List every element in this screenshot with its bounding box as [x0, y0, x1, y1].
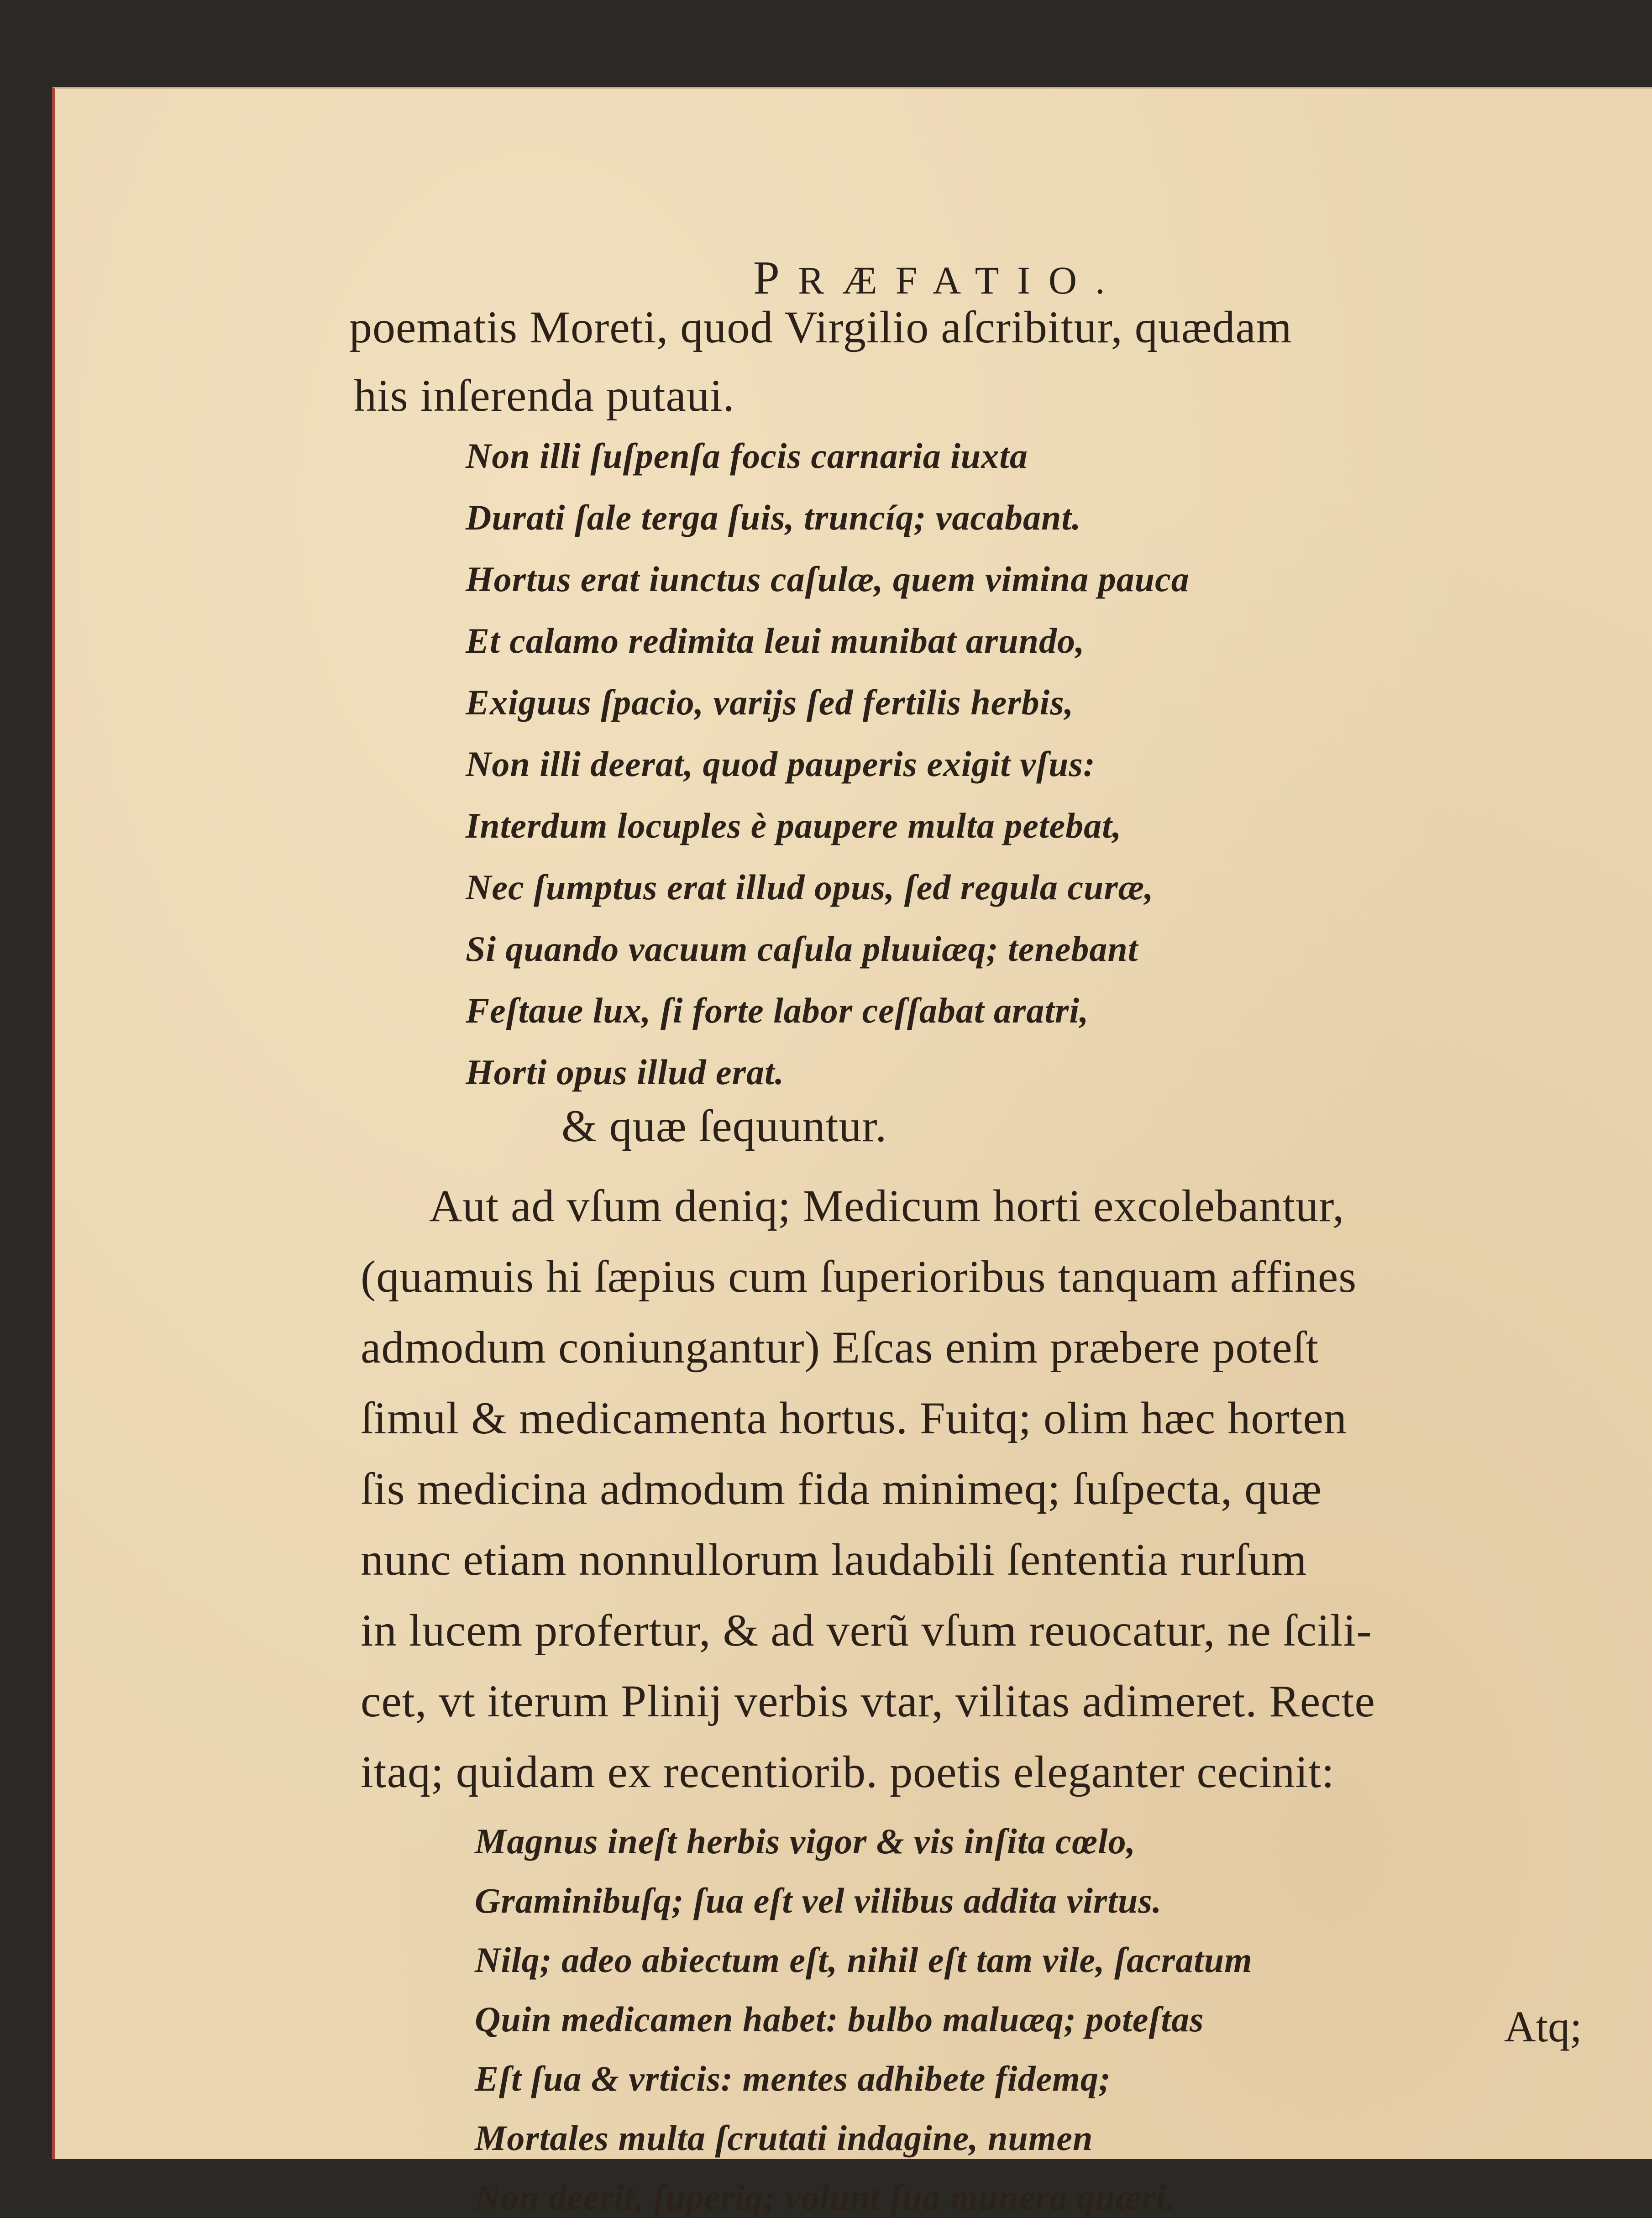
verse-line: Et calamo redimita leui munibat arundo,: [466, 621, 1085, 661]
verse-line: Non illi deerat, quod pauperis exigit vſus:: [466, 744, 1096, 784]
verse-line: Non deerit, ſuperiq; volunt ſua munera quæri.: [475, 2177, 1176, 2217]
text-line: poematis Moreti, quod Virgilio aſcribitur, quædam: [349, 302, 1292, 352]
paragraph-line: itaq; quidam ex recentiorib. poetis eleganter cecinit:: [361, 1746, 1335, 1797]
verse-line: Mortales multa ſcrutati indagine, numen: [475, 2118, 1093, 2158]
text-line: his inſerenda putaui.: [354, 370, 735, 421]
header-initial: P: [753, 252, 798, 304]
verse-line: Magnus ineſt herbis vigor & vis inſita cœlo,: [475, 1821, 1136, 1861]
paragraph-line: cet, vt iterum Plinij verbis vtar, vilitas adimeret. Recte: [361, 1676, 1375, 1726]
paragraph-line: in lucem profertur, & ad verũ vſum reuocatur, ne ſcili-: [361, 1605, 1372, 1656]
catchword: Atq;: [1504, 2002, 1582, 2051]
paragraph-line: admodum coniungantur) Eſcas enim præbere poteſt: [361, 1322, 1319, 1373]
verse-line: Exiguus ſpacio, varijs ſed fertilis herbis,: [466, 682, 1074, 722]
verse-line: Si quando vacuum caſula pluuiæq; tenebant: [466, 929, 1138, 969]
verse-line: Graminibuſq; ſua eſt vel vilibus addita virtus.: [475, 1881, 1162, 1920]
verse-line: Interdum locuples è paupere multa petebat,: [466, 806, 1122, 845]
verse-line: Hortus erat iunctus caſulæ, quem vimina pauca: [466, 559, 1190, 599]
verse-line: Durati ſale terga ſuis, truncíq; vacabant.: [466, 498, 1081, 537]
paragraph-line: nunc etiam nonnullorum laudabili ſententia rurſum: [361, 1534, 1307, 1585]
text-line: & quæ ſequuntur.: [561, 1101, 887, 1151]
running-header: [753, 251, 1123, 305]
verse-line: Eſt ſua & vrticis: mentes adhibete fidemq;: [475, 2059, 1111, 2098]
paragraph-line: Aut ad vſum deniq; Medicum horti excolebantur,: [429, 1180, 1345, 1231]
verse-line: Nilq; adeo abiectum eſt, nihil eſt tam vile, ſacratum: [475, 1940, 1253, 1980]
book-page: [52, 87, 1652, 2217]
header-rest: RÆFATIO.: [797, 258, 1123, 302]
paragraph-line: (quamuis hi ſæpius cum ſuperioribus tanquam affines: [361, 1251, 1357, 1302]
paragraph-line: ſimul & medicamenta hortus. Fuitq; olim hæc horten: [361, 1393, 1347, 1443]
verse-line: Feſtaue lux, ſi forte labor ceſſabat aratri,: [466, 991, 1089, 1030]
verse-line: Quin medicamen habet: bulbo maluæq; poteſtas: [475, 1999, 1204, 2039]
verse-line: Horti opus illud erat.: [466, 1052, 785, 1092]
verse-line: Non illi ſuſpenſa focis carnaria iuxta: [466, 436, 1028, 476]
paragraph-line: ſis medicina admodum fida minimeq; ſuſpecta, quæ: [361, 1463, 1322, 1514]
verse-line: Nec ſumptus erat illud opus, ſed regula curæ,: [466, 867, 1154, 907]
